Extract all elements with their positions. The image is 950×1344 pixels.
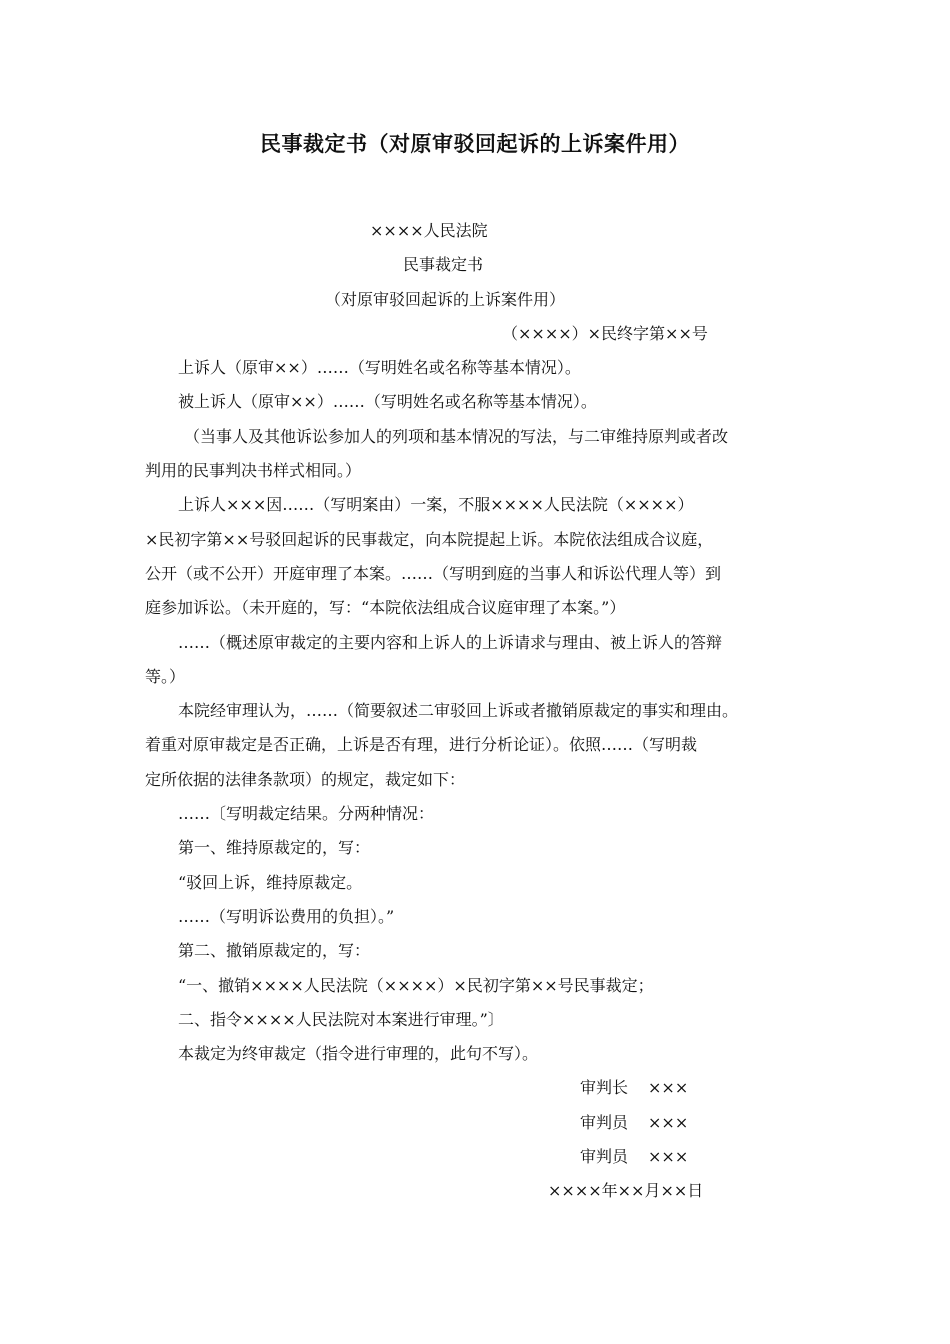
ruling-option-line: 第二、撤销原裁定的，写：: [178, 941, 371, 961]
court-opinion-line: 本院经审理认为，……（简要叙述二审驳回上诉或者撤销原裁定的事实和理由。: [178, 701, 739, 721]
signature-name: ×××: [648, 1147, 689, 1167]
original-ruling-line: 等。）: [145, 666, 186, 686]
original-ruling-line: ……（概述原审裁定的主要内容和上诉人的上诉请求与理由、被上诉人的答辩: [178, 632, 723, 652]
case-summary-line: 公开（或不公开）开庭审理了本案。……（写明到庭的当事人和诉讼代理人等）到: [145, 563, 722, 583]
ruling-option-line: “一、撤销××××人民法院（××××）×民初字第××号民事裁定；: [178, 975, 654, 995]
ruling-option-line: 第一、维持原裁定的，写：: [178, 838, 371, 858]
case-summary-line: 上诉人×××因……（写明案由）一案，不服××××人民法院（××××）: [178, 495, 694, 515]
signature-name: ×××: [648, 1078, 689, 1098]
party-note-line: （当事人及其他诉讼参加人的列项和基本情况的写法，与二审维持原判或者改: [184, 426, 729, 446]
ruling-option-line: 二、指令××××人民法院对本案进行审理。”〕: [178, 1009, 504, 1029]
appellant-line: 上诉人（原审××）……（写明姓名或名称等基本情况）。: [178, 358, 581, 378]
document-body: [145, 214, 765, 1209]
signature-judge: [145, 1140, 765, 1174]
case-summary-line: 庭参加诉讼。（未开庭的，写：“本院依法组成合议庭审理了本案。”）: [145, 598, 626, 618]
court-name: ××××人民法院: [370, 221, 488, 240]
signature-role: 审判员: [580, 1147, 629, 1167]
document-title: 民事裁定书（对原审驳回起诉的上诉案件用）: [260, 132, 690, 156]
court-opinion-line: 着重对原审裁定是否正确，上诉是否有理，进行分析论证）。依照……（写明裁: [145, 735, 698, 755]
signature-role: 审判员: [580, 1112, 629, 1132]
final-ruling-line: 本裁定为终审裁定（指令进行审理的，此句不写）。: [178, 1044, 539, 1064]
party-note-line: 判用的民事判决书样式相同。）: [145, 461, 362, 481]
signature-name: ×××: [648, 1112, 689, 1132]
case-number: （××××）×民终字第××号: [502, 323, 708, 343]
signature-judge: [145, 1106, 765, 1140]
court-opinion-line: 定所依据的法律条款项）的规定，裁定如下：: [145, 769, 466, 789]
document-subtitle: （对原审驳回起诉的上诉案件用）: [325, 289, 566, 309]
ruling-option-line: ……（写明诉讼费用的负担）。”: [178, 906, 395, 926]
ruling-result-line: ……〔写明裁定结果。分两种情况：: [178, 804, 435, 824]
appellee-line: 被上诉人（原审××）……（写明姓名或名称等基本情况）。: [178, 392, 597, 412]
document-type: 民事裁定书: [403, 255, 484, 275]
signature-role: 审判长: [580, 1078, 629, 1098]
document-date: ××××年××月××日: [548, 1181, 704, 1201]
ruling-option-line: “驳回上诉，维持原裁定。: [178, 872, 363, 892]
signature-presiding-judge: [145, 1071, 765, 1105]
case-summary-line: ×民初字第××号驳回起诉的民事裁定，向本院提起上诉。本院依法组成合议庭，: [145, 529, 714, 549]
